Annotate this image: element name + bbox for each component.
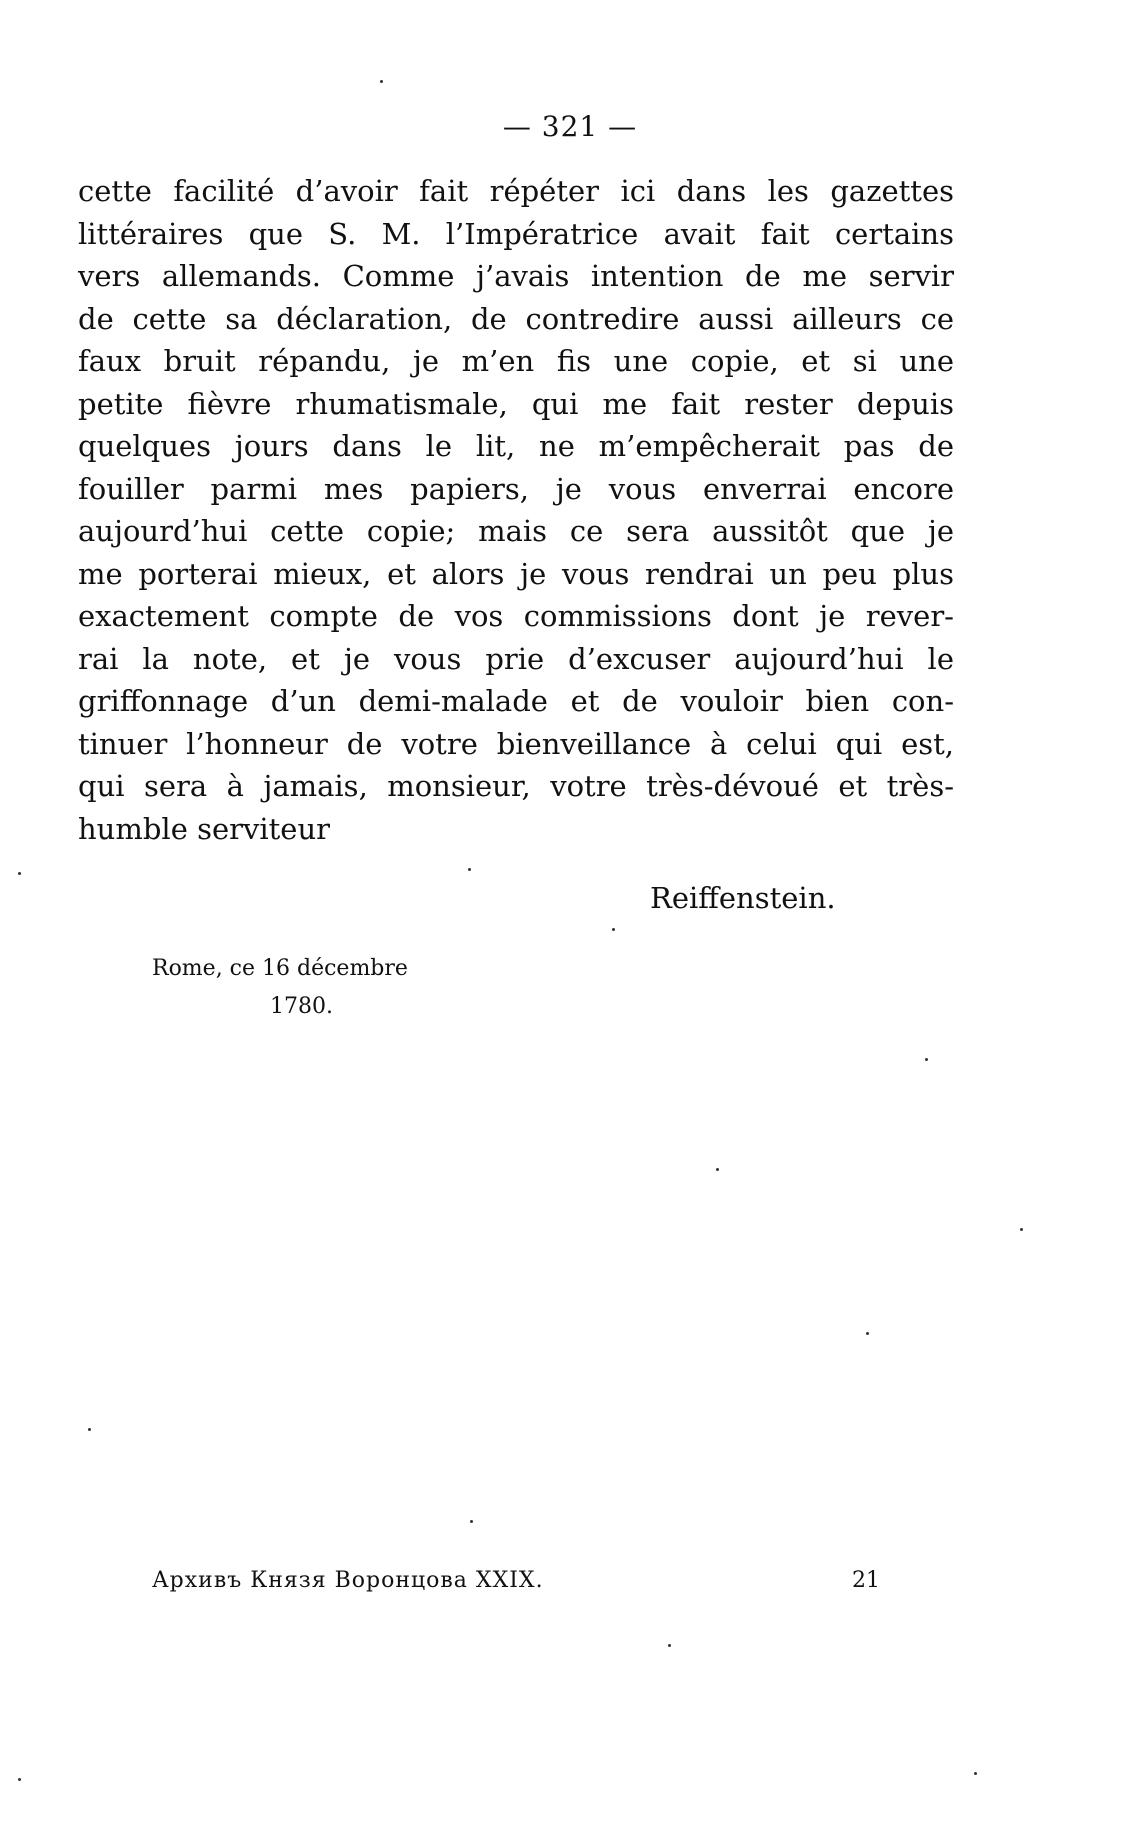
footer-sheet-number: 21 <box>852 1568 880 1593</box>
scan-speck <box>925 1058 928 1061</box>
text-line: cette facilité d’avoir fait répéter ici dans les gazettes <box>78 174 954 208</box>
dateline-place-date: Rome, ce 16 décembre <box>152 956 408 981</box>
text-line: fouiller parmi mes papiers, je vous enverrai encore <box>78 471 954 506</box>
text-line: exactement compte de vos commissions dont je rever- <box>78 599 954 633</box>
scan-speck <box>974 1772 977 1775</box>
scan-speck <box>18 872 21 875</box>
text-line: petite fièvre rhumatismale, qui me fait rester depuis <box>78 386 954 421</box>
footer-signature-mark: Архивъ Князя Воронцова XXIX. <box>152 1568 544 1593</box>
text-line: griffonnage d’un demi-malade et de vouloir bien con- <box>78 684 954 718</box>
text-line: rai la note, et je vous prie d’excuser aujourd’hui le <box>78 641 954 676</box>
scan-speck <box>716 1168 719 1171</box>
scan-speck <box>1020 1228 1023 1231</box>
scan-speck <box>668 1644 671 1647</box>
page-number: — 321 — <box>502 110 638 143</box>
text-line: de cette sa déclaration, de contredire aussi ailleurs ce <box>78 301 954 336</box>
signature: Reiffenstein. <box>650 881 836 915</box>
text-line: qui sera à jamais, monsieur, votre très-dévoué et très- <box>78 769 954 803</box>
text-line: vers allemands. Comme j’avais intention de me servir <box>78 259 954 293</box>
text-line-last: humble serviteur <box>78 811 330 846</box>
scan-speck <box>468 868 471 871</box>
scan-speck <box>470 1520 473 1523</box>
text-line: aujourd’hui cette copie; mais ce sera aussitôt que je <box>78 514 954 548</box>
text-line: faux bruit répandu, je m’en fis une copie, et si une <box>78 344 954 378</box>
text-line: littéraires que S. M. l’Impératrice avait fait certains <box>78 216 954 251</box>
letter-body <box>78 170 954 850</box>
scan-speck <box>612 928 615 931</box>
scan-speck <box>380 80 383 83</box>
text-line: quelques jours dans le lit, ne m’empêcherait pas de <box>78 429 954 463</box>
dateline-year: 1780. <box>270 994 333 1019</box>
scan-speck <box>866 1332 869 1335</box>
text-line: tinuer l’honneur de votre bienveillance à celui qui est, <box>78 726 954 761</box>
scan-speck <box>18 1778 21 1781</box>
scan-speck <box>88 1428 91 1431</box>
text-line: me porterai mieux, et alors je vous rendrai un peu plus <box>78 556 954 591</box>
dateline <box>152 950 408 1026</box>
